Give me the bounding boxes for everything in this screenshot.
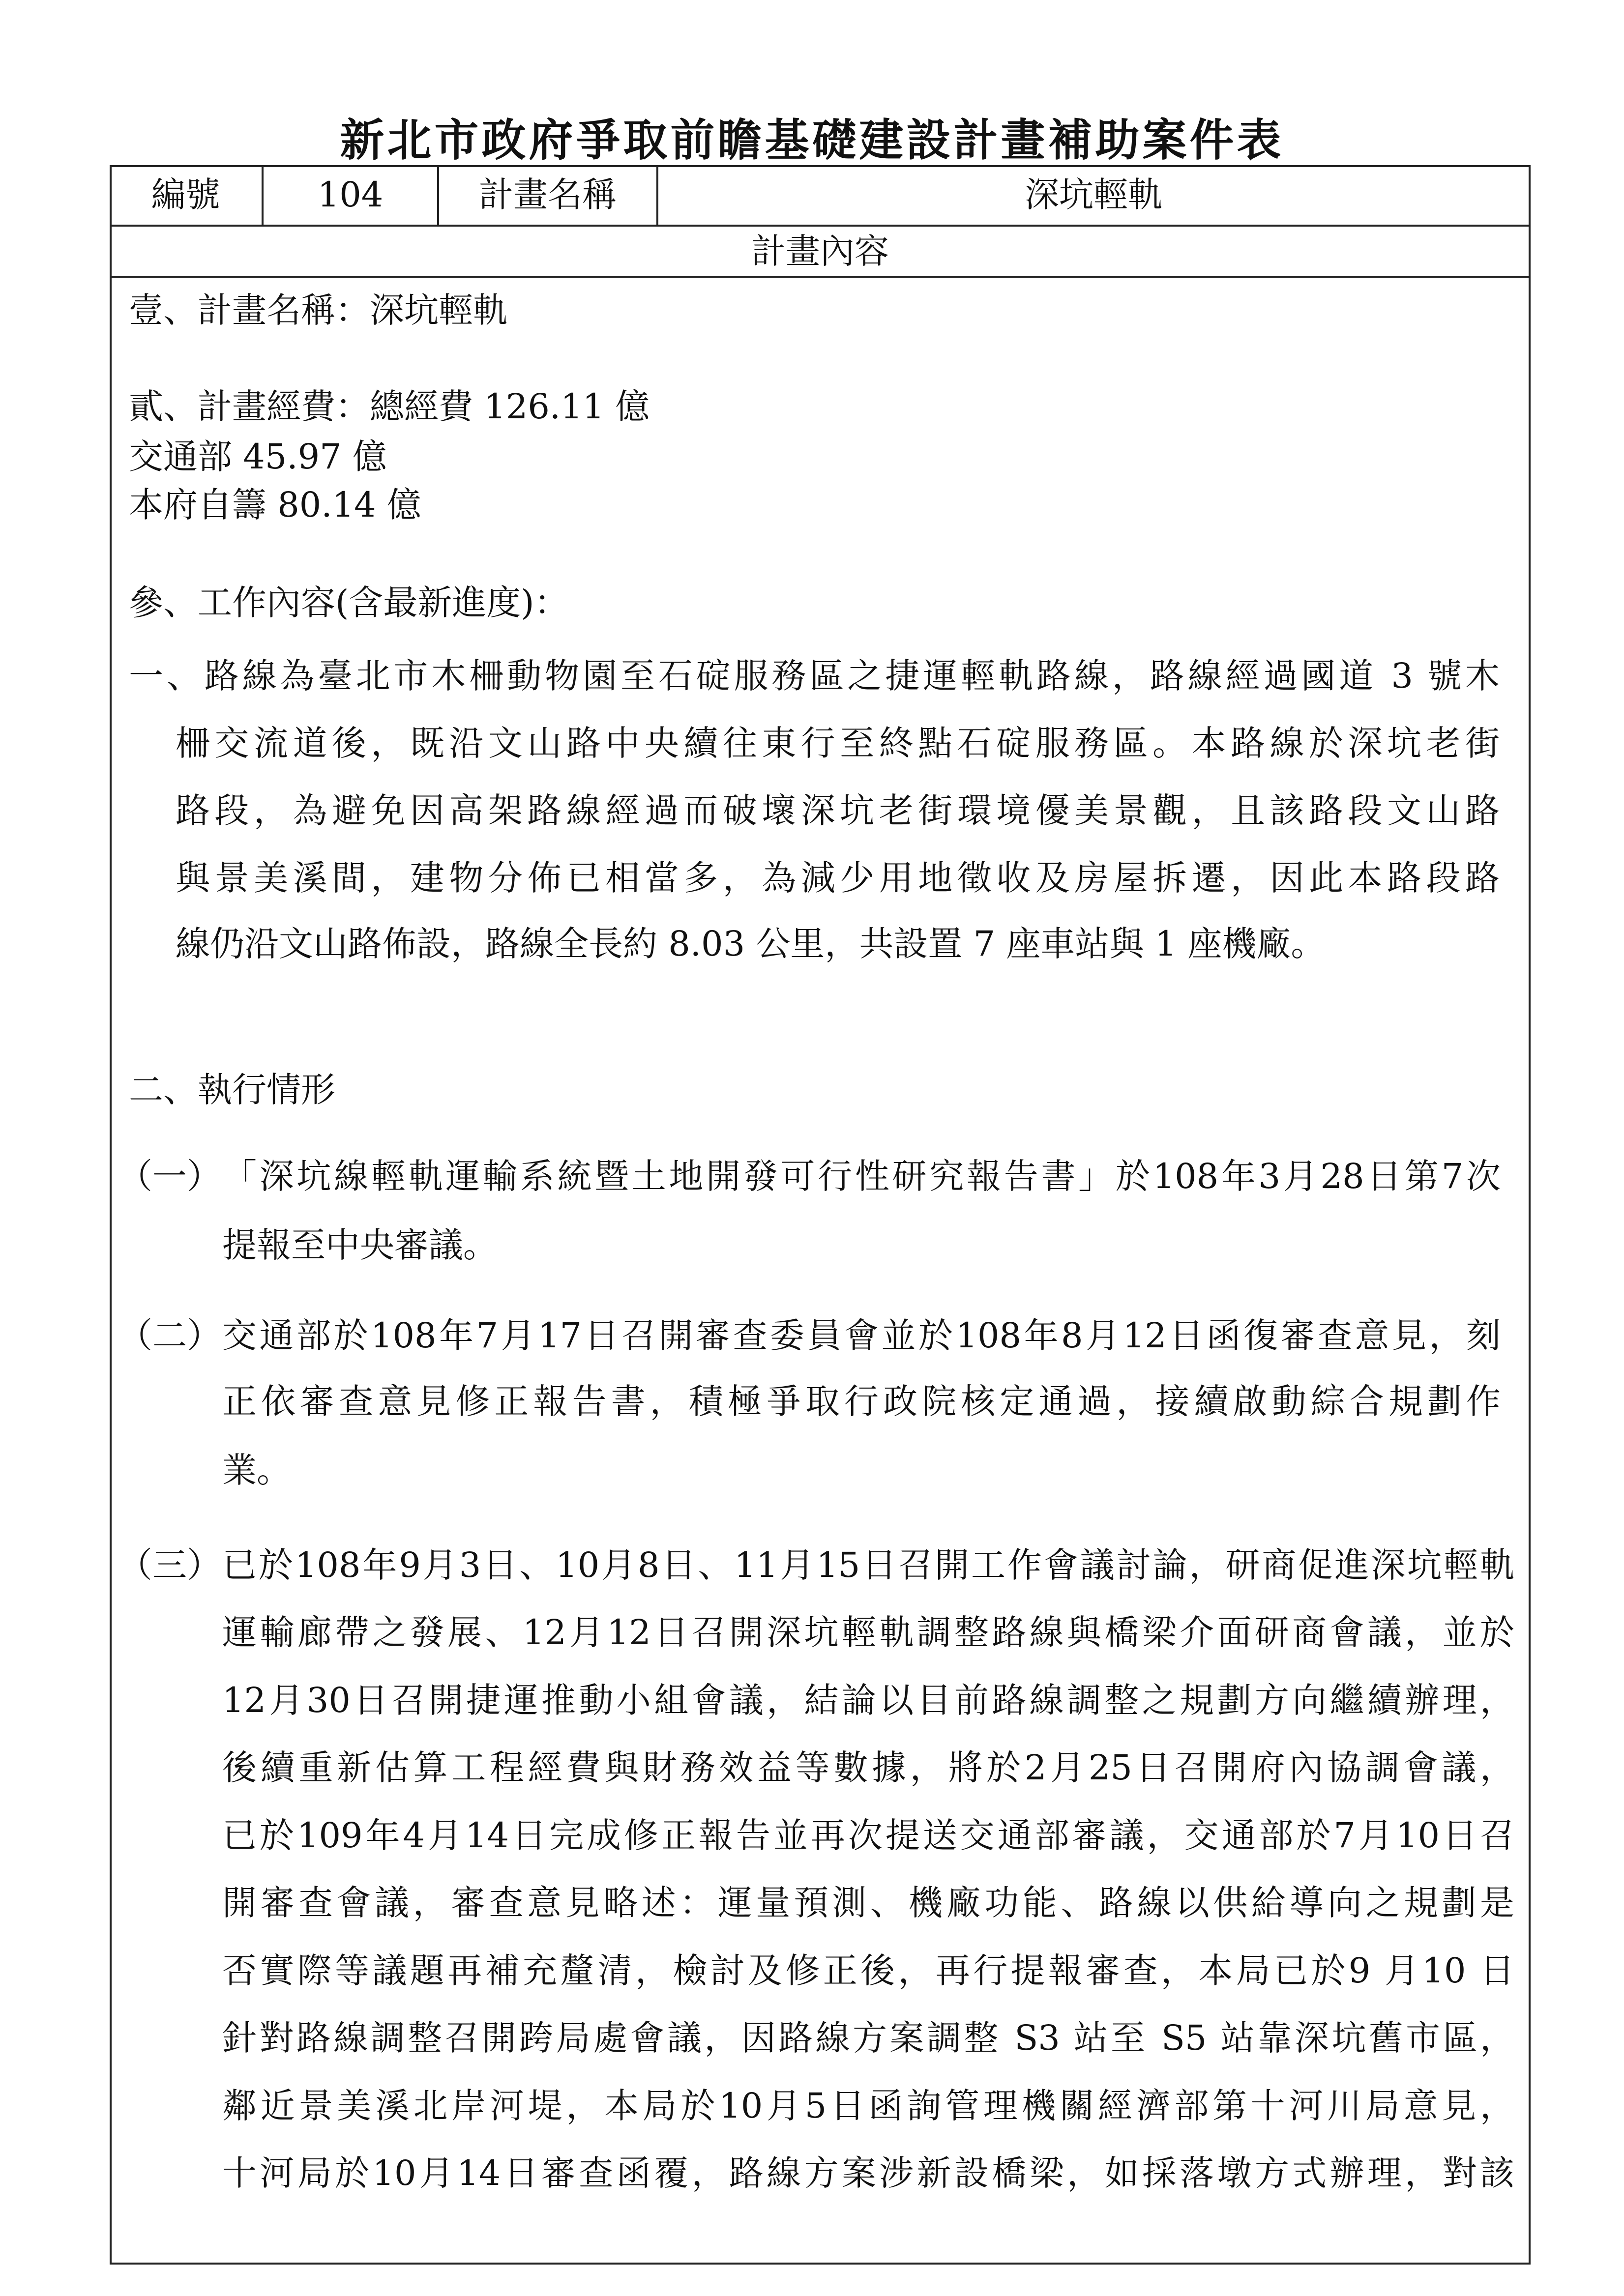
sub2-line: 正依審查意見修正報告書，積極爭取行政院核定通過，接續啟動綜合規劃作 xyxy=(222,1381,1501,1422)
sub3-line: 鄰近景美溪北岸河堤，本局於10月5日函詢管理機關經濟部第十河川局意見， xyxy=(222,2086,1514,2126)
plan-name-label: 計畫名稱 xyxy=(439,165,658,225)
route-line: 與景美溪間，建物分佈已相當多，為減少用地徵收及房屋拆遷，因此本路段路 xyxy=(176,858,1500,898)
budget-mot: 交通部 45.97 億 xyxy=(129,436,387,477)
budget-total: 貳、計畫經費：總經費 126.11 億 xyxy=(129,386,650,427)
sub3-line: 開審查會議，審查意見略述：運量預測、機廠功能、路線以供給導向之規劃是 xyxy=(222,1883,1514,1923)
number-value: 104 xyxy=(264,165,439,225)
budget-city: 本府自籌 80.14 億 xyxy=(129,485,421,525)
sub2-line: 交通部於108年7月17日召開審查委員會並於108年8月12日函復審查意見，刻 xyxy=(222,1315,1501,1356)
sub3-line: 已於109年4月14日完成修正報告並再次提送交通部審議，交通部於7月10日召 xyxy=(222,1815,1514,1856)
document-title: 新北市政府爭取前瞻基礎建設計畫補助案件表 xyxy=(340,114,1284,166)
number-label: 編號 xyxy=(110,165,264,225)
sub3-line: 後續重新估算工程經費與財務效益等數據，將於2月25日召開府內協調會議， xyxy=(222,1747,1514,1788)
section-plan-name: 壹、計畫名稱：深坑輕軌 xyxy=(129,290,507,330)
sub3-line: 運輸廊帶之發展、12月12日召開深坑輕軌調整路線與橋梁介面研商會議，並於 xyxy=(222,1612,1514,1653)
route-line: 線仍沿文山路佈設，路線全長約 8.03 公里，共設置 7 座車站與 1 座機廠。 xyxy=(176,924,1326,964)
content-label: 計畫內容 xyxy=(110,227,1531,278)
execution-heading: 二、執行情形 xyxy=(129,1070,335,1110)
header-row xyxy=(110,165,1531,227)
sub3-label: （三） xyxy=(118,1545,221,1585)
sub3-line: 否實際等議題再補充釐清，檢討及修正後，再行提報審查，本局已於9 月10 日 xyxy=(222,1950,1514,1991)
sub3-line: 12月30日召開捷運推動小組會議，結論以目前路線調整之規劃方向繼續辦理， xyxy=(222,1680,1514,1720)
sub1-label: （一） xyxy=(118,1156,221,1196)
sub1-line: 「深坑線輕軌運輸系統暨土地開發可行性研究報告書」於108年3月28日第7次 xyxy=(222,1156,1501,1196)
work-content-heading: 參、工作內容(含最新進度)： xyxy=(129,582,569,623)
plan-name-value: 深坑輕軌 xyxy=(1025,174,1162,215)
sub3-line: 針對路線調整召開跨局處會議，因路線方案調整 S3 站至 S5 站靠深坑舊市區， xyxy=(222,2018,1514,2058)
route-line: 一、路線為臺北市木柵動物園至石碇服務區之捷運輕軌路線，路線經過國道 3 號木 xyxy=(129,656,1500,696)
sub2-label: （二） xyxy=(118,1315,221,1356)
sub1-line: 提報至中央審議。 xyxy=(222,1225,498,1265)
route-line: 路段，為避免因高架路線經過而破壞深坑老街環境優美景觀，且該路段文山路 xyxy=(176,790,1500,831)
sub2-line: 業。 xyxy=(222,1450,291,1490)
route-line: 柵交流道後，既沿文山路中央續往東行至終點石碇服務區。本路線於深坑老街 xyxy=(176,723,1500,763)
sub3-line: 十河局於10月14日審查函覆，路線方案涉新設橋梁，如採落墩方式辦理，對該 xyxy=(222,2153,1514,2193)
sub3-line: 已於108年9月3日、10月8日、11月15日召開工作會議討論，研商促進深坑輕軌 xyxy=(222,1545,1514,1585)
